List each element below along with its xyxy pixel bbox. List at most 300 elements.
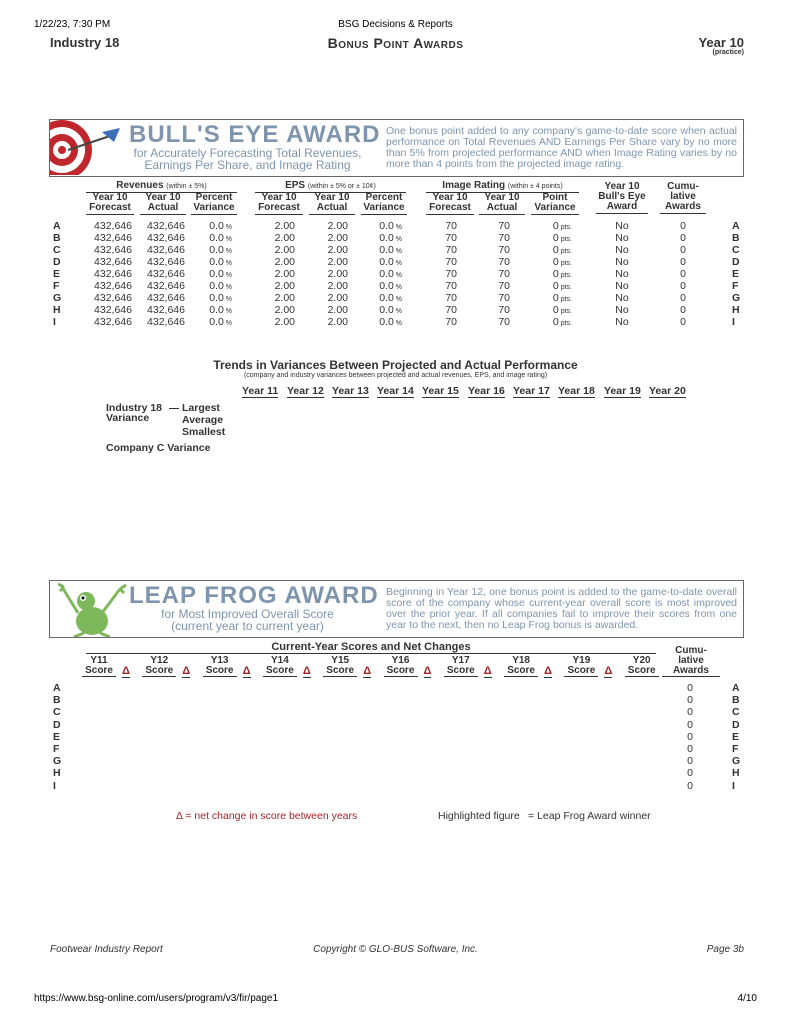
eps-variance-value: 0.0 <box>379 292 394 304</box>
award-value: No <box>615 316 629 328</box>
img-actual-header-2: Actual <box>486 202 518 213</box>
pct-unit: % <box>393 296 402 303</box>
legend-highlight-meaning: = Leap Frog Award winner <box>528 810 651 822</box>
rev-actual-header-2: Actual <box>147 202 179 213</box>
pts-unit: pts. <box>558 308 572 315</box>
eps-actual-value: 2.00 <box>327 244 348 256</box>
company-letter-right: I <box>732 779 735 792</box>
eps-forecast-value: 2.00 <box>274 304 295 316</box>
trend-year-header: Year 20 <box>649 385 686 397</box>
trend-year-header: Year 12 <box>287 385 324 397</box>
img-actual-header <box>479 193 525 215</box>
eps-label: EPS <box>285 180 306 191</box>
img-variance-value: 0 <box>552 244 559 256</box>
eps-note: (within ± 5% or ± 10¢) <box>307 183 376 190</box>
lf-cum-value: 0 <box>687 743 693 755</box>
lf-year-header <box>564 656 598 677</box>
company-letter-right: G <box>732 292 741 304</box>
print-page-count: 4/10 <box>737 993 757 1004</box>
img-forecast-value: 70 <box>445 268 457 280</box>
lf-year-label: Y15 <box>331 655 350 666</box>
leapfrog-award-box <box>49 580 744 638</box>
lf-year-header <box>142 656 176 677</box>
revenues-label: Revenues <box>116 180 164 191</box>
rev-variance-value: 0.0 <box>209 304 224 316</box>
rev-actual-value: 432,646 <box>147 244 185 256</box>
eps-actual-value: 2.00 <box>327 292 348 304</box>
company-letter-left: C <box>53 706 61 719</box>
pts-unit: pts. <box>558 224 572 231</box>
eps-variance-cell <box>352 316 402 330</box>
bullseye-title: BULL'S EYE AWARD <box>129 121 381 148</box>
eps-variance-value: 0.0 <box>379 232 394 244</box>
lf-cum-value: 0 <box>687 779 693 792</box>
cum-awards-value: 0 <box>680 256 686 268</box>
rev-actual-value: 432,646 <box>147 316 185 328</box>
legend-highlight: Highlighted figure <box>438 810 520 822</box>
pct-unit: % <box>223 320 232 327</box>
company-letter-right: B <box>732 232 740 244</box>
image-note: (within ± 4 points) <box>507 183 563 190</box>
lf-year-label: Y11 <box>90 655 108 666</box>
leapfrog-subtitle-2: (current year to current year) <box>171 619 324 633</box>
cum-awards-value: 0 <box>680 304 686 316</box>
rev-variance-header-2: Variance <box>193 202 235 213</box>
lf-year-label: Y20 <box>632 655 651 666</box>
image-label: Image Rating <box>442 180 506 191</box>
company-letter-right: D <box>732 718 740 731</box>
pct-unit: % <box>223 260 232 267</box>
rev-forecast-value: 432,646 <box>94 244 132 256</box>
cum-awards-value: 0 <box>680 232 686 244</box>
company-letter-right: D <box>732 256 740 268</box>
eps-actual-value: 2.00 <box>327 304 348 316</box>
eps-forecast-value: 2.00 <box>274 316 295 328</box>
eps-forecast-header <box>255 193 303 215</box>
company-letter-left: H <box>53 304 61 316</box>
frog-icon <box>58 581 128 637</box>
eps-variance-value: 0.0 <box>379 256 394 268</box>
lf-cum-value: 0 <box>687 730 693 743</box>
delta-icon: Δ <box>423 665 432 677</box>
cum-awards-value: 0 <box>680 316 686 328</box>
rev-forecast-value: 432,646 <box>94 268 132 280</box>
award-value: No <box>615 256 629 268</box>
award-value: No <box>615 292 629 304</box>
lf-year-header <box>504 656 538 677</box>
pct-unit: % <box>393 248 402 255</box>
eps-variance-value: 0.0 <box>379 244 394 256</box>
pct-unit: % <box>223 308 232 315</box>
bullseye-description: One bonus point added to any company's game-to-date score when actual performance on Total Revenues AND Earnings Per Share vary by no more than 5% from projected performance AND when Image Rating varies by no more than 4 points from the projected image rating. <box>386 125 737 170</box>
img-actual-value: 70 <box>498 244 510 256</box>
company-letter-right: C <box>732 706 740 719</box>
award-value: No <box>615 268 629 280</box>
delta-icon: Δ <box>604 665 613 677</box>
award-header-1: Year 10 <box>604 181 640 192</box>
trends-title: Trends in Variances Between Projected and Actual Performance <box>213 358 578 372</box>
pct-unit: % <box>223 284 232 291</box>
eps-actual-value: 2.00 <box>327 220 348 232</box>
eps-actual-value: 2.00 <box>327 232 348 244</box>
img-variance-header-1: Point <box>542 192 568 203</box>
company-letter-right: A <box>732 682 740 694</box>
img-actual-value: 70 <box>498 256 510 268</box>
award-value: No <box>615 304 629 316</box>
eps-forecast-header-1: Year 10 <box>261 192 297 203</box>
company-letter-right: E <box>732 730 740 743</box>
leapfrog-table-row <box>0 706 791 718</box>
img-forecast-value: 70 <box>445 304 457 316</box>
rev-variance-value: 0.0 <box>209 268 224 280</box>
cum-awards-value: 0 <box>680 244 686 256</box>
company-letter-left: D <box>53 718 61 731</box>
img-variance-header <box>531 193 579 215</box>
award-header-2: Bull's Eye <box>598 191 646 202</box>
img-forecast-value: 70 <box>445 292 457 304</box>
img-forecast-value: 70 <box>445 220 457 232</box>
bullseye-subtitle-1: for Accurately Forecasting Total Revenues, <box>133 146 362 160</box>
average-label: Average <box>182 414 224 426</box>
eps-variance-header-1: Percent <box>365 192 403 203</box>
lf-score-label: Score <box>504 666 538 677</box>
company-letter-left: G <box>53 755 62 768</box>
footer-right: Page 3b <box>706 944 744 955</box>
leapfrog-table-row <box>0 694 791 706</box>
company-letter-left: F <box>53 743 60 755</box>
company-letter-right: E <box>732 268 740 280</box>
trends-subtitle: (company and industry variances between projected and actual revenues, EPS, and image rating) <box>243 372 548 379</box>
rev-forecast-value: 432,646 <box>94 232 132 244</box>
cum-awards-value: 0 <box>680 268 686 280</box>
bullseye-subtitle-2: Earnings Per Share, and Image Rating <box>144 158 351 172</box>
eps-forecast-header-2: Forecast <box>258 202 300 213</box>
legend-delta: Δ = net change in score between years <box>176 810 358 822</box>
pts-unit: pts. <box>558 272 572 279</box>
lf-score-label: Score <box>564 666 598 677</box>
eps-variance-value: 0.0 <box>379 220 394 232</box>
pct-unit: % <box>393 320 402 327</box>
lf-year-header <box>203 656 237 677</box>
trend-year-header: Year 11 <box>242 385 279 397</box>
lf-cum-value: 0 <box>687 694 693 707</box>
eps-variance-value: 0.0 <box>379 280 394 292</box>
leapfrog-description: Beginning in Year 12, one bonus point is added to the game-to-date overall score of the company whose current-year overall score is most improved over the prior year. If all companies fail to improve their scores from one year to the next, then no Leap Frog bonus is awarded. <box>386 586 737 631</box>
rev-actual-value: 432,646 <box>147 220 185 232</box>
rev-actual-value: 432,646 <box>147 280 185 292</box>
pts-unit: pts. <box>558 320 572 327</box>
rev-forecast-header-1: Year 10 <box>92 192 128 203</box>
rev-variance-value: 0.0 <box>209 232 224 244</box>
rev-variance-header <box>191 193 237 215</box>
company-letter-right: F <box>732 743 739 755</box>
print-url: https://www.bsg-online.com/users/program/v3/fir/page1 <box>34 993 278 1004</box>
lf-score-label: Score <box>82 666 116 677</box>
eps-actual-header <box>309 193 355 215</box>
img-variance-value: 0 <box>552 268 559 280</box>
company-letter-left: C <box>53 244 61 256</box>
trend-year-header: Year 19 <box>604 385 641 397</box>
company-letter-right: H <box>732 767 740 780</box>
lf-year-header <box>82 656 116 677</box>
lf-score-label: Score <box>203 666 237 677</box>
lf-year-header <box>263 656 297 677</box>
lf-year-header <box>444 656 478 677</box>
lf-score-label: Score <box>323 666 357 677</box>
cum-header-1: Cumu- <box>667 181 699 192</box>
cum-header-2: lative <box>670 191 696 202</box>
img-variance-cell <box>530 316 572 330</box>
company-letter-left: I <box>53 316 56 328</box>
variance-label: Variance <box>106 412 150 424</box>
eps-forecast-value: 2.00 <box>274 244 295 256</box>
lf-cum-value: 0 <box>687 767 693 780</box>
lf-cum-header <box>662 646 720 677</box>
revenues-note: (within ± 5%) <box>166 183 207 190</box>
year-label: Year 10 <box>698 35 744 50</box>
rev-variance-value: 0.0 <box>209 280 224 292</box>
cum-awards-value: 0 <box>680 280 686 292</box>
print-page-title: BSG Decisions & Reports <box>338 19 453 30</box>
print-datetime: 1/22/23, 7:30 PM <box>34 19 111 30</box>
eps-actual-value: 2.00 <box>327 280 348 292</box>
pct-unit: % <box>223 248 232 255</box>
company-letter-right: C <box>732 244 740 256</box>
pct-unit: % <box>223 272 232 279</box>
eps-variance-value: 0.0 <box>379 268 394 280</box>
bullseye-award-box <box>49 119 744 177</box>
rev-forecast-value: 432,646 <box>94 316 132 328</box>
lf-cum-3: Awards <box>662 666 720 677</box>
img-forecast-value: 70 <box>445 256 457 268</box>
lf-year-label: Y17 <box>451 655 470 666</box>
eps-actual-value: 2.00 <box>327 256 348 268</box>
pts-unit: pts. <box>558 248 572 255</box>
eps-forecast-value: 2.00 <box>274 220 295 232</box>
lf-score-label: Score <box>625 666 659 677</box>
company-variance-label: Company C Variance <box>106 442 211 454</box>
rev-actual-value: 432,646 <box>147 304 185 316</box>
rev-actual-header-1: Year 10 <box>145 192 181 203</box>
company-letter-left: E <box>53 268 61 280</box>
leapfrog-table-row <box>0 755 791 767</box>
img-actual-value: 70 <box>498 268 510 280</box>
eps-forecast-value: 2.00 <box>274 256 295 268</box>
award-value: No <box>615 220 629 232</box>
lf-cum-value: 0 <box>687 755 693 768</box>
lf-year-label: Y13 <box>210 655 229 666</box>
img-actual-value: 70 <box>498 316 510 328</box>
company-letter-right: F <box>732 280 739 292</box>
rev-actual-value: 432,646 <box>147 256 185 268</box>
img-actual-header-1: Year 10 <box>484 192 520 203</box>
award-value: No <box>615 244 629 256</box>
company-letter-left: A <box>53 682 61 694</box>
rev-forecast-value: 432,646 <box>94 292 132 304</box>
lf-year-label: Y18 <box>512 655 530 666</box>
delta-icon: Δ <box>483 665 492 677</box>
rev-actual-value: 432,646 <box>147 232 185 244</box>
img-actual-value: 70 <box>498 280 510 292</box>
rev-forecast-value: 432,646 <box>94 256 132 268</box>
company-letter-left: D <box>53 256 61 268</box>
dash-divider <box>169 408 179 409</box>
lf-score-label: Score <box>384 666 418 677</box>
lf-score-label: Score <box>142 666 176 677</box>
eps-variance-value: 0.0 <box>379 316 394 328</box>
bullseye-award-header <box>596 182 648 214</box>
img-variance-value: 0 <box>552 220 559 232</box>
rev-variance-value: 0.0 <box>209 244 224 256</box>
industry-variance-label: Industry 18 <box>106 402 163 414</box>
rev-variance-value: 0.0 <box>209 316 224 328</box>
company-letter-right: H <box>732 304 740 316</box>
eps-variance-header <box>361 193 407 215</box>
bullseye-table-row <box>0 292 791 304</box>
rev-variance-cell <box>180 316 232 330</box>
company-letter-left: E <box>53 730 61 743</box>
rev-variance-header-1: Percent <box>195 192 233 203</box>
delta-icon: Δ <box>182 665 191 677</box>
company-letter-left: B <box>53 694 61 707</box>
company-letter-left: B <box>53 232 61 244</box>
delta-icon: Δ <box>122 665 130 677</box>
leapfrog-table-row <box>0 767 791 779</box>
company-letter-right: G <box>732 755 741 768</box>
company-letter-left: F <box>53 280 60 292</box>
eps-variance-header-2: Variance <box>363 202 405 213</box>
eps-forecast-value: 2.00 <box>274 292 295 304</box>
pct-unit: % <box>393 224 402 231</box>
pts-unit: pts. <box>558 260 572 267</box>
trend-year-header: Year 13 <box>332 385 369 397</box>
lf-cum-value: 0 <box>687 682 693 694</box>
pct-unit: % <box>393 236 402 243</box>
lf-year-header <box>384 656 418 677</box>
lf-score-label: Score <box>444 666 478 677</box>
bullseye-table-row <box>0 268 791 280</box>
leapfrog-table-row <box>0 682 791 694</box>
eps-actual-value: 2.00 <box>327 316 348 328</box>
img-variance-value: 0 <box>552 316 559 328</box>
lf-year-header <box>625 656 659 677</box>
bullseye-table-row <box>0 304 791 316</box>
eps-forecast-value: 2.00 <box>274 280 295 292</box>
lf-table-title: Current-Year Scores and Net Changes <box>86 641 656 654</box>
company-letter-left: I <box>53 779 56 792</box>
img-variance-value: 0 <box>552 292 559 304</box>
industry-label: Industry 18 <box>50 35 120 50</box>
leapfrog-table-row <box>0 743 791 755</box>
img-forecast-value: 70 <box>445 232 457 244</box>
bullseye-table-row <box>0 244 791 256</box>
img-variance-value: 0 <box>552 280 559 292</box>
pct-unit: % <box>393 284 402 291</box>
img-actual-value: 70 <box>498 304 510 316</box>
largest-label: Largest <box>182 402 220 414</box>
lf-cum-value: 0 <box>687 718 693 731</box>
img-actual-value: 70 <box>498 220 510 232</box>
bullseye-target-icon <box>50 120 125 175</box>
rev-actual-value: 432,646 <box>147 292 185 304</box>
pts-unit: pts. <box>558 296 572 303</box>
award-value: No <box>615 232 629 244</box>
rev-actual-header <box>140 193 186 215</box>
eps-forecast-value: 2.00 <box>274 232 295 244</box>
lf-year-label: Y16 <box>391 655 410 666</box>
img-variance-value: 0 <box>552 304 559 316</box>
delta-icon: Δ <box>544 665 552 677</box>
cum-awards-value: 0 <box>680 220 686 232</box>
leapfrog-subtitle-1: for Most Improved Overall Score <box>161 607 334 621</box>
rev-forecast-value: 432,646 <box>94 280 132 292</box>
lf-year-label: Y14 <box>270 655 289 666</box>
footer-left: Footwear Industry Report <box>50 944 163 955</box>
rev-variance-value: 0.0 <box>209 256 224 268</box>
rev-forecast-header-2: Forecast <box>89 202 131 213</box>
trend-year-header: Year 14 <box>377 385 414 397</box>
bullseye-table-row <box>0 316 791 328</box>
page-title: Bonus Point Awards <box>327 35 464 51</box>
eps-actual-value: 2.00 <box>327 268 348 280</box>
delta-icon: Δ <box>302 665 311 677</box>
award-header-3: Award <box>606 201 638 212</box>
lf-year-label: Y12 <box>150 655 169 666</box>
eps-actual-header-2: Actual <box>316 202 348 213</box>
bullseye-table-row <box>0 256 791 268</box>
rev-variance-value: 0.0 <box>209 292 224 304</box>
company-letter-left: G <box>53 292 62 304</box>
delta-icon: Δ <box>363 665 372 677</box>
company-letter-left: A <box>53 220 61 232</box>
lf-cum-value: 0 <box>687 706 693 719</box>
img-actual-value: 70 <box>498 232 510 244</box>
img-forecast-value: 70 <box>445 316 457 328</box>
company-letter-left: H <box>53 767 61 780</box>
bullseye-table-row <box>0 232 791 244</box>
eps-actual-header-1: Year 10 <box>314 192 350 203</box>
bullseye-cum-header <box>660 182 706 214</box>
award-value: No <box>615 280 629 292</box>
delta-icon: Δ <box>242 665 251 677</box>
img-forecast-header-2: Forecast <box>429 202 471 213</box>
pct-unit: % <box>393 260 402 267</box>
lf-year-label: Y19 <box>572 655 591 666</box>
lf-cum-1: Cumu- <box>675 645 707 656</box>
smallest-label: Smallest <box>182 426 226 438</box>
company-letter-right: A <box>732 220 740 232</box>
footer-center: Copyright © GLO-BUS Software, Inc. <box>313 944 478 955</box>
img-variance-header-2: Variance <box>534 202 576 213</box>
img-forecast-value: 70 <box>445 244 457 256</box>
pct-unit: % <box>223 296 232 303</box>
bullseye-table-row <box>0 280 791 292</box>
lf-score-label: Score <box>263 666 297 677</box>
mode-label: (practice) <box>712 49 744 56</box>
trend-year-header: Year 15 <box>422 385 459 397</box>
rev-forecast-header <box>86 193 134 215</box>
rev-forecast-value: 432,646 <box>94 220 132 232</box>
img-forecast-header <box>426 193 474 215</box>
leapfrog-table-row <box>0 719 791 731</box>
pts-unit: pts. <box>558 236 572 243</box>
lf-year-header <box>323 656 357 677</box>
leapfrog-table-row <box>0 780 791 792</box>
trend-year-header: Year 16 <box>468 385 505 397</box>
leapfrog-title: LEAP FROG AWARD <box>129 582 379 609</box>
pts-unit: pts. <box>558 284 572 291</box>
pct-unit: % <box>223 236 232 243</box>
